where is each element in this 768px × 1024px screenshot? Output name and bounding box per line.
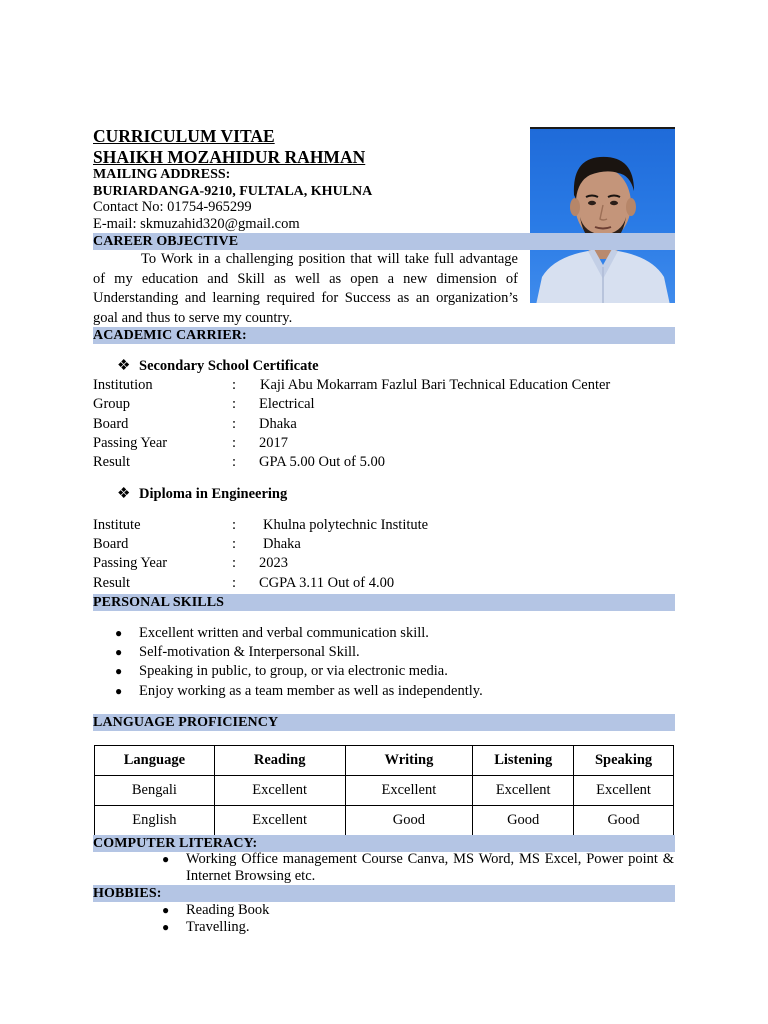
table-cell: Excellent (574, 776, 674, 806)
bullet-icon: ● (115, 645, 123, 659)
bullet-icon: ● (162, 920, 170, 934)
colon: : (232, 454, 237, 470)
diploma-value: Khulna polytechnic Institute (263, 517, 429, 533)
ssc-value: 2017 (259, 435, 288, 451)
table-header: Language (95, 746, 215, 776)
ssc-heading: Secondary School Certificate (139, 358, 319, 374)
section-title-computer: COMPUTER LITERACY: (93, 836, 258, 851)
computer-literacy-text: Working Office management Course Canva, MS Word, MS Excel, Power point & Internet Browsing etc. (186, 851, 674, 884)
section-title-language: LANGUAGE PROFICIENCY (93, 715, 279, 730)
diamond-bullet-icon: ❖ (117, 486, 131, 502)
ssc-value: Electrical (259, 396, 315, 412)
diploma-label: Institute (93, 517, 141, 533)
diploma-value: 2023 (259, 555, 288, 571)
bullet-icon: ● (162, 852, 170, 866)
table-cell: Excellent (473, 776, 574, 806)
bullet-icon: ● (115, 684, 123, 698)
mailing-address: BURIARDANGA-9210, FULTALA, KHULNA (93, 184, 373, 199)
table-header: Writing (345, 746, 473, 776)
colon: : (232, 555, 237, 571)
mailing-address-label: MAILING ADDRESS: (93, 167, 231, 182)
candidate-name: SHAIKH MOZAHIDUR RAHMAN (93, 147, 366, 167)
hobby-item: Travelling. (186, 919, 250, 935)
skill-item: Enjoy working as a team member as well as independently. (139, 683, 483, 699)
section-bar-computer (93, 835, 675, 852)
profile-photo (530, 127, 675, 303)
colon: : (232, 396, 237, 412)
table-header-row (95, 746, 674, 776)
table-cell: Excellent (345, 776, 473, 806)
ssc-label: Result (93, 454, 131, 470)
colon: : (232, 575, 237, 591)
colon: : (232, 517, 237, 533)
section-bar-career-objective (93, 233, 675, 250)
colon: : (232, 416, 237, 432)
diploma-heading: Diploma in Engineering (139, 486, 288, 502)
table-cell: Bengali (95, 776, 215, 806)
ssc-value: GPA 5.00 Out of 5.00 (259, 454, 385, 470)
table-cell: Good (574, 806, 674, 836)
bullet-icon: ● (115, 664, 123, 678)
ssc-value: Dhaka (259, 416, 297, 432)
diploma-label: Board (93, 536, 129, 552)
cv-title: CURRICULUM VITAE (93, 126, 275, 146)
table-header: Speaking (574, 746, 674, 776)
ssc-label: Group (93, 396, 131, 412)
hobby-item: Reading Book (186, 902, 270, 918)
table-header: Listening (473, 746, 574, 776)
diploma-label: Passing Year (93, 555, 168, 571)
section-title-career-objective: CAREER OBJECTIVE (93, 234, 239, 249)
skill-item: Self-motivation & Interpersonal Skill. (139, 644, 360, 660)
diploma-label: Result (93, 575, 131, 591)
ssc-label: Passing Year (93, 435, 168, 451)
colon: : (232, 536, 237, 552)
ssc-label: Board (93, 416, 129, 432)
table-cell: Good (345, 806, 473, 836)
table-cell: Excellent (214, 776, 345, 806)
contact-number: Contact No: 01754-965299 (93, 199, 252, 215)
section-bar-hobbies (93, 885, 675, 902)
section-title-hobbies: HOBBIES: (93, 886, 162, 901)
bullet-icon: ● (162, 903, 170, 917)
colon: : (232, 377, 237, 393)
table-header: Reading (214, 746, 345, 776)
section-bar-language (93, 714, 675, 731)
table-row (95, 776, 674, 806)
section-title-personal-skills: PERSONAL SKILLS (93, 595, 225, 610)
career-objective-text: To Work in a challenging position that will take full advantage of my education and Skill as well as open a new dimension of Understanding and learning required for Success as an organization’s goal and thus to serve my country. (93, 251, 518, 326)
table-cell: English (95, 806, 215, 836)
section-title-academic: ACADEMIC CARRIER: (93, 328, 247, 343)
diploma-value: Dhaka (263, 536, 301, 552)
table-row (95, 806, 674, 836)
ssc-value: Kaji Abu Mokarram Fazlul Bari Technical Education Center (260, 377, 611, 393)
table-cell: Good (473, 806, 574, 836)
email-address: E-mail: skmuzahid320@gmail.com (93, 216, 300, 232)
section-bar-personal-skills (93, 594, 675, 611)
language-table (94, 745, 674, 836)
bullet-icon: ● (115, 626, 123, 640)
diploma-value: CGPA 3.11 Out of 4.00 (259, 575, 395, 591)
table-cell: Excellent (214, 806, 345, 836)
ssc-label: Institution (93, 377, 153, 393)
skill-item: Speaking in public, to group, or via electronic media. (139, 663, 448, 679)
diamond-bullet-icon: ❖ (117, 358, 131, 374)
colon: : (232, 435, 237, 451)
skill-item: Excellent written and verbal communication skill. (139, 625, 429, 641)
person-portrait-icon (530, 129, 675, 303)
section-bar-academic (93, 327, 675, 344)
